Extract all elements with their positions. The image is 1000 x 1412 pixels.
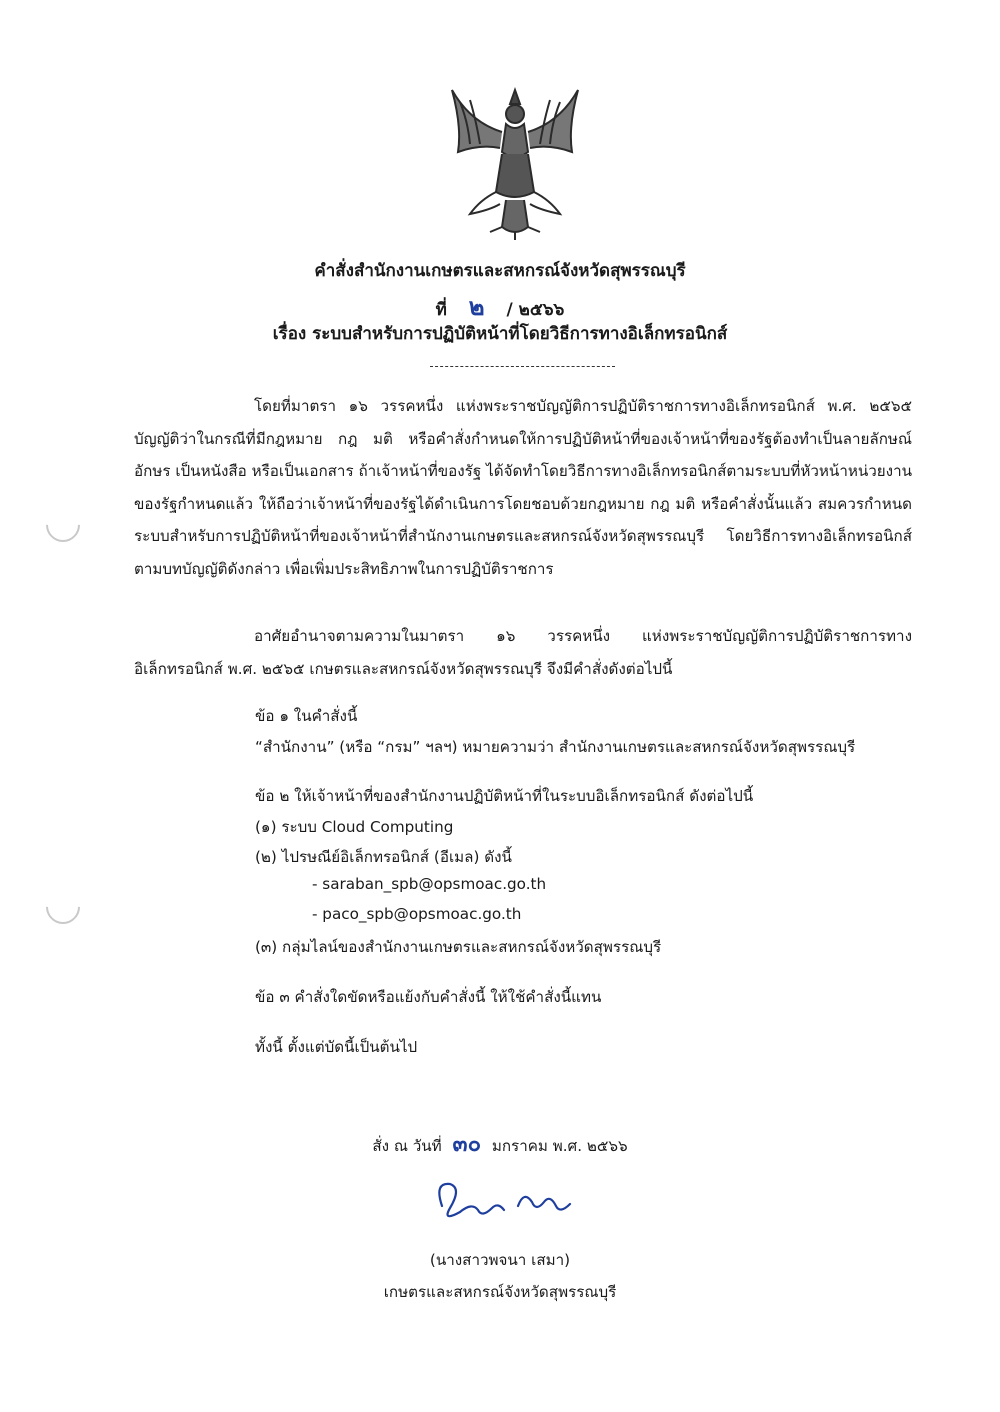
paragraph-preamble: โดยที่มาตรา ๑๖ วรรคหนึ่ง แห่งพระราชบัญญัติการปฏิบัติราชการทางอิเล็กทรอนิกส์ พ.ศ. ๒๕๖๕ บัญญัติว่าในกรณีที่มีกฎหมาย กฎ มติ หรือคำสั่งกำหนดให้การปฏิบัติหน้าที่ของเจ้าหน้าที่ของรัฐต้องทำเป็นลายลักษณ์อักษร เป็นหนังสือ หรือเป็นเอกสาร ถ้าเจ้าหน้าที่ของรัฐ ได้จัดทำโดยวิธีการทางอิเล็กทรอนิกส์ตามระบบที่หัวหน้าหน่วยงานของรัฐกำหนดแล้ว ให้ถือว่าเจ้าหน้าที่ของรัฐได้ดำเนินการโดยชอบด้วยกฎหมาย กฎ มติ หรือคำสั่งนั้นแล้ว สมควรกำหนดระบบสำหรับการปฏิบัติหน้าที่ของเจ้าหน้าที่สำนักงานเกษตรและสหกรณ์จังหวัดสุพรรณบุรี โดยวิธีการทางอิเล็กทรอนิกส์ ตามบทบัญญัติดังกล่าว เพื่อเพิ่มประสิทธิภาพในการปฏิบัติราชการ (134, 397, 912, 578)
date-day-handwritten: ๓๐ (452, 1132, 481, 1157)
punch-hole-bottom (39, 883, 87, 931)
order-title: คำสั่งสำนักงานเกษตรและสหกรณ์จังหวัดสุพรรณบุรี (314, 261, 686, 281)
paragraph-authority: อาศัยอำนาจตามความในมาตรา ๑๖ วรรคหนึ่ง แห่งพระราชบัญญัติการปฏิบัติราชการทางอิเล็กทรอนิกส์ พ.ศ. ๒๕๖๕ เกษตรและสหกรณ์จังหวัดสุพรรณบุรี จึงมีคำสั่งดังต่อไปนี้ (134, 627, 912, 678)
date-prefix: สั่ง ณ วันที่ (372, 1137, 442, 1155)
date-suffix: มกราคม พ.ศ. ๒๕๖๖ (491, 1137, 628, 1155)
clause-2-item: (๒) ไปรษณีย์อิเล็กทรอนิกส์ (อีเมล) ดังนี้ (255, 848, 512, 866)
clause-2-heading: ข้อ ๒ ให้เจ้าหน้าที่ของสำนักงานปฏิบัติหน้าที่ในระบบอิเล็กทรอนิกส์ ดังต่อไปนี้ (255, 787, 754, 805)
garuda-emblem-icon (440, 82, 590, 242)
punch-hole-top (39, 501, 87, 549)
order-date (0, 1126, 1000, 1161)
email-item: - saraban_spb@opsmoac.go.th (312, 875, 547, 893)
number-suffix: / ๒๕๖๖ (506, 300, 565, 320)
number-prefix: ที่ (435, 300, 447, 320)
number-handwritten: ๒ (468, 293, 485, 321)
clause-2-item: (๓) กลุ่มไลน์ของสำนักงานเกษตรและสหกรณ์จังหวัดสุพรรณบุรี (255, 938, 662, 956)
handwritten-signature-icon (420, 1172, 590, 1232)
clause-2-item: (๑) ระบบ Cloud Computing (255, 818, 454, 836)
clause-3: ข้อ ๓ คำสั่งใดขัดหรือแย้งกับคำสั่งนี้ ให้ใช้คำสั่งนี้แทน (255, 988, 602, 1006)
signer-name: (นางสาวพจนา เสมา) (429, 1251, 571, 1269)
clause-1-text: “สำนักงาน” (หรือ “กรม” ฯลฯ) หมายความว่า สำนักงานเกษตรและสหกรณ์จังหวัดสุพรรณบุรี (255, 738, 856, 756)
clause-1-heading: ข้อ ๑ ในคำสั่งนี้ (255, 707, 358, 725)
email-item: - paco_spb@opsmoac.go.th (312, 905, 522, 923)
divider (430, 366, 615, 367)
order-subject: เรื่อง ระบบสำหรับการปฏิบัติหน้าที่โดยวิธีการทางอิเล็กทรอนิกส์ (272, 324, 728, 344)
signer-position: เกษตรและสหกรณ์จังหวัดสุพรรณบุรี (383, 1283, 617, 1301)
effective-statement: ทั้งนี้ ตั้งแต่บัดนี้เป็นต้นไป (255, 1038, 418, 1056)
